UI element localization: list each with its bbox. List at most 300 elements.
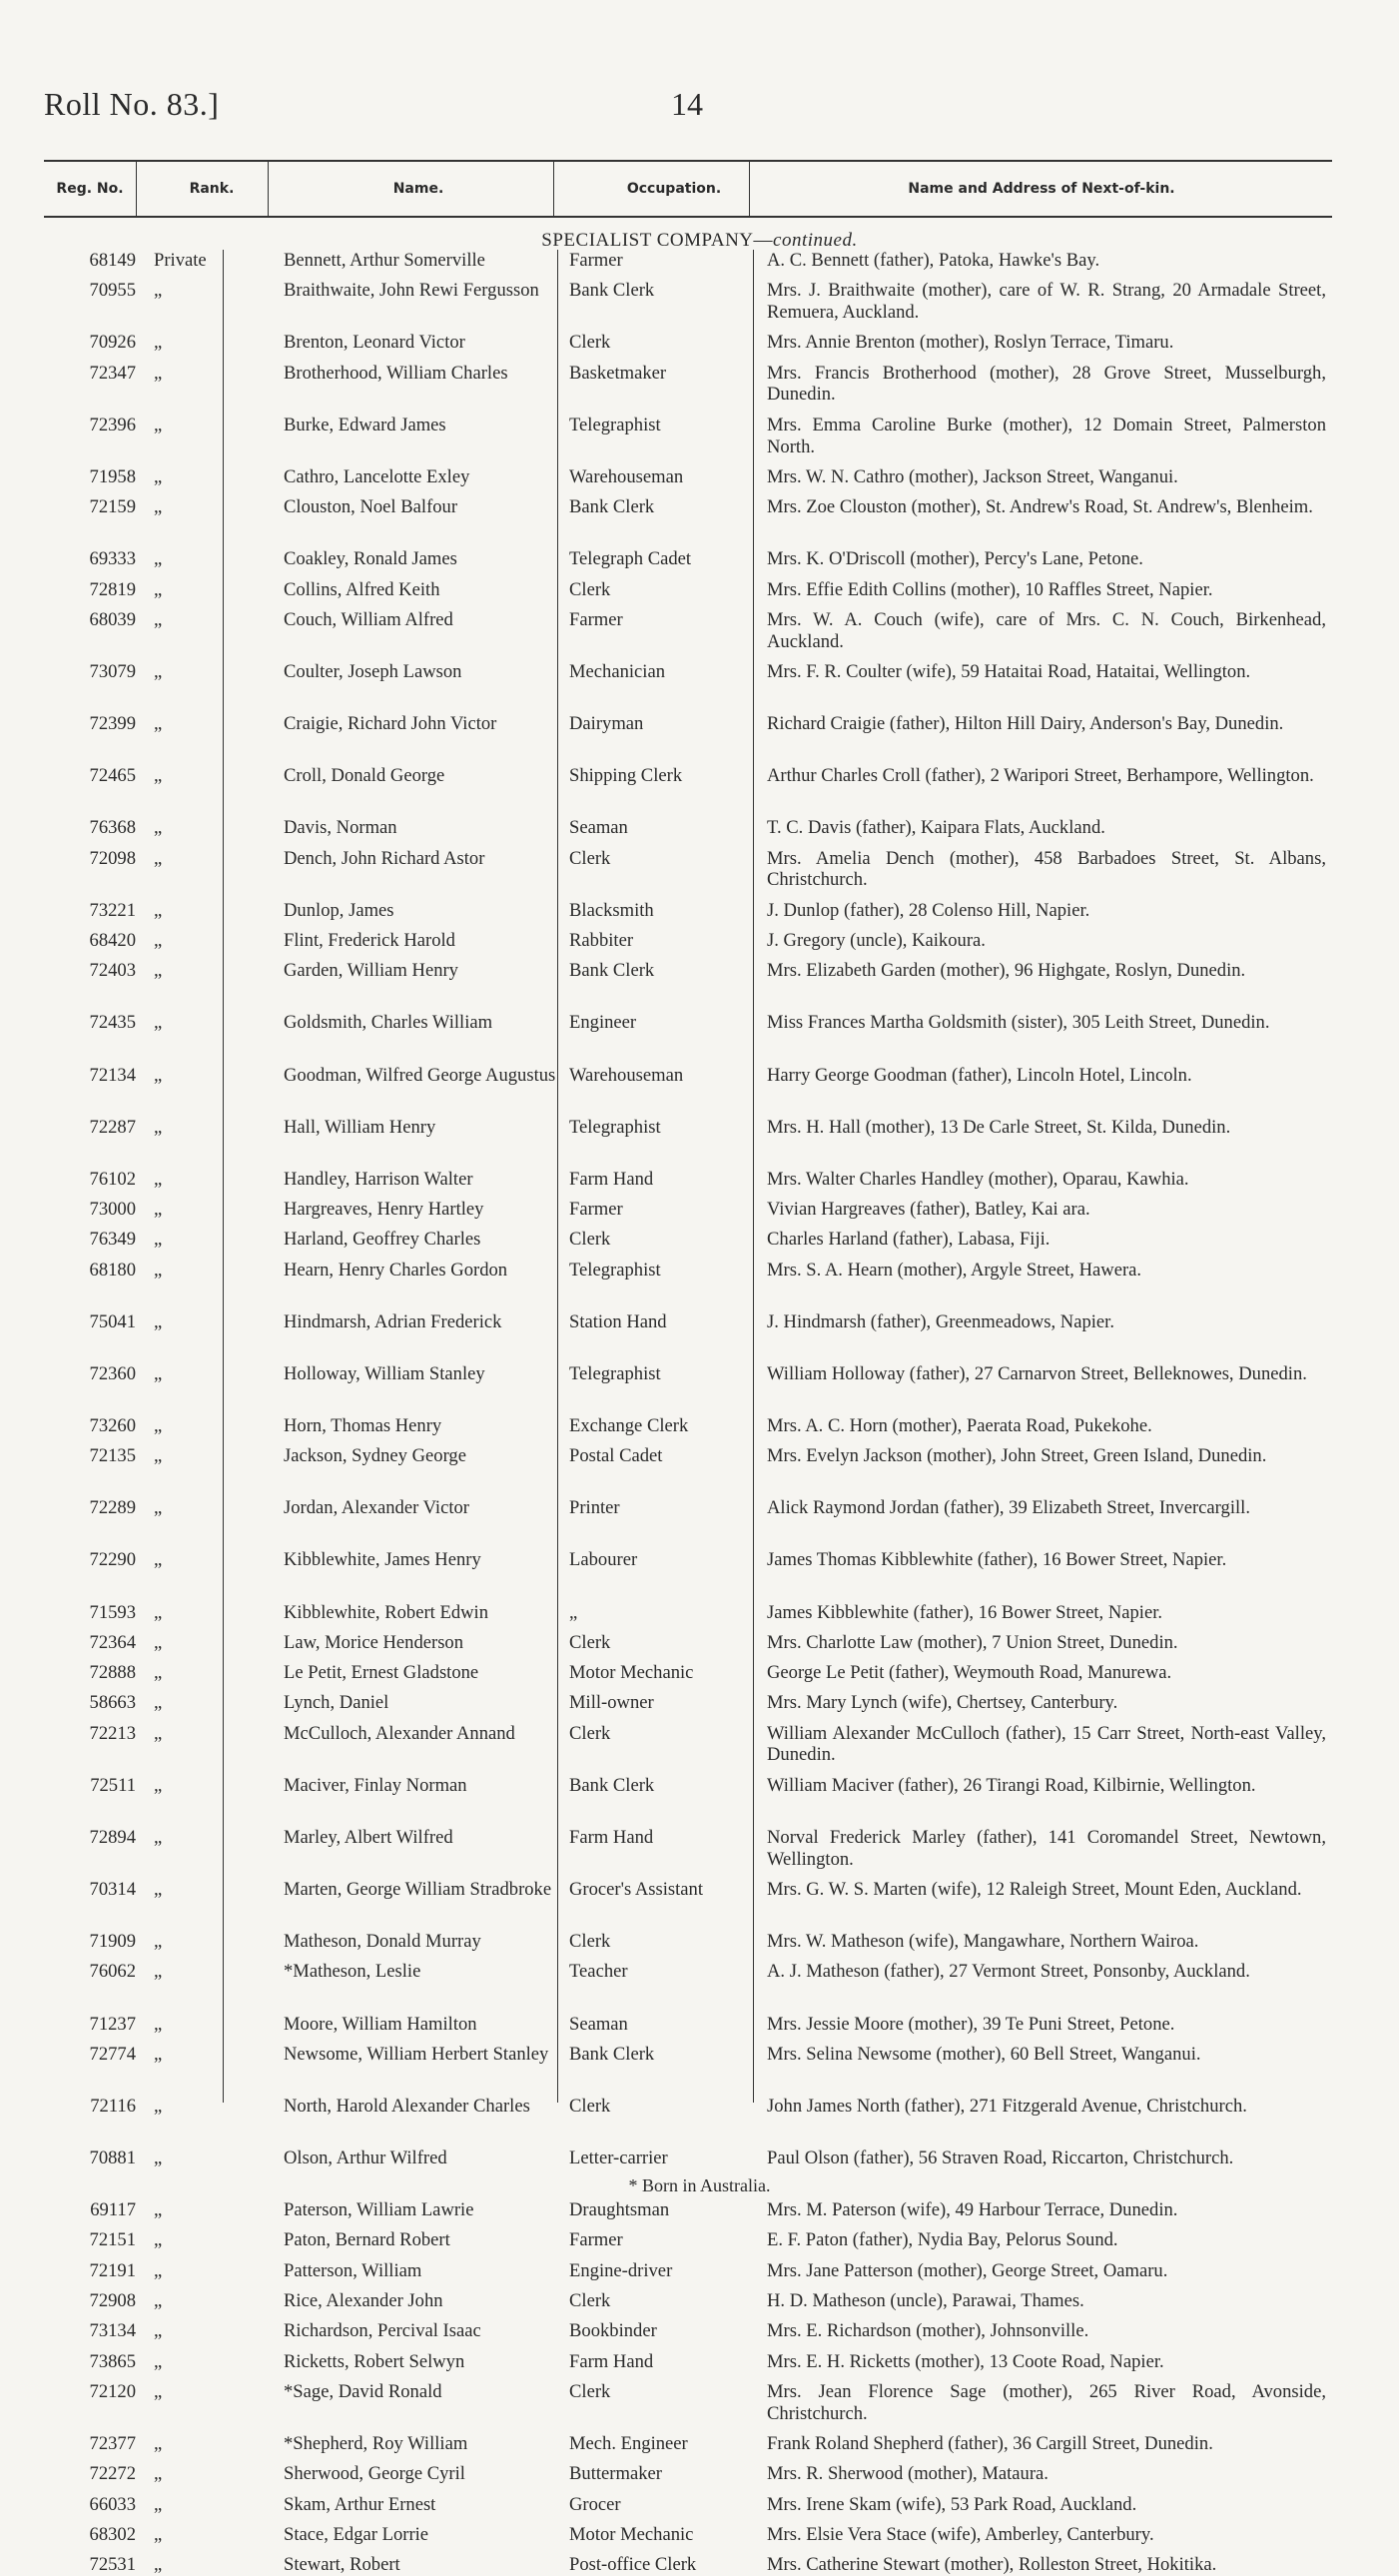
soldier-name: Jackson, Sydney George: [284, 1445, 466, 1467]
rank: „: [154, 2199, 163, 2221]
next-of-kin: Mrs. Francis Brotherhood (mother), 28 Grove Street, Musselburgh, Dunedin.: [767, 362, 1326, 406]
rank: „: [154, 713, 163, 735]
rank: „: [154, 2523, 163, 2545]
soldier-name: Moore, William Hamilton: [284, 2013, 477, 2035]
reg-number: 72287: [89, 1116, 136, 1138]
next-of-kin: Mrs. W. Matheson (wife), Mangawhare, Northern Wairoa.: [767, 1931, 1199, 1953]
soldier-name: Sherwood, George Cyril: [284, 2463, 465, 2485]
reg-number: 71958: [89, 465, 136, 487]
soldier-name: Braithwaite, John Rewi Fergusson: [284, 280, 539, 302]
reg-number: 72290: [89, 1549, 136, 1571]
occupation: Station Hand: [569, 1310, 667, 1332]
occupation: Warehouseman: [569, 1064, 684, 1086]
soldier-name: Couch, William Alfred: [284, 608, 453, 630]
reg-number: 72819: [89, 578, 136, 600]
occupation: Clerk: [569, 2290, 611, 2311]
table-row: [44, 2351, 1342, 2373]
rank: „: [154, 1774, 163, 1796]
table-row: [44, 2096, 1342, 2140]
occupation: Clerk: [569, 578, 611, 600]
table-row: [44, 2199, 1342, 2221]
next-of-kin: A. J. Matheson (father), 27 Vermont Street, Ponsonby, Auckland.: [767, 1961, 1250, 1983]
occupation: Shipping Clerk: [569, 765, 683, 787]
table-row: [44, 1931, 1342, 1953]
soldier-name: Maciver, Finlay Norman: [284, 1774, 467, 1796]
rank: „: [154, 280, 163, 302]
occupation: Labourer: [569, 1549, 638, 1571]
rank: „: [154, 1879, 163, 1900]
col-reg-header: Reg. No.: [56, 181, 124, 197]
reg-number: 72151: [89, 2229, 136, 2251]
soldier-name: Dunlop, James: [284, 899, 394, 921]
table-row: [44, 900, 1342, 922]
soldier-name: Olson, Arthur Wilfred: [284, 2147, 447, 2168]
next-of-kin: Mrs. Elizabeth Garden (mother), 96 Highgate, Roslyn, Dunedin.: [767, 960, 1246, 982]
reg-number: 72191: [89, 2259, 136, 2281]
soldier-name: Matheson, Donald Murray: [284, 1931, 481, 1953]
reg-number: 68302: [89, 2523, 136, 2545]
occupation: Telegraphist: [569, 414, 661, 435]
table-row: [44, 1723, 1342, 1767]
rank: „: [154, 1631, 163, 1653]
table-row: [44, 1775, 1342, 1819]
soldier-name: Collins, Alfred Keith: [284, 578, 440, 600]
reg-number: 71237: [89, 2013, 136, 2035]
table-row: [44, 332, 1342, 354]
col-nok-header: Name and Address of Next-of-kin.: [749, 162, 1333, 216]
reg-number: 76102: [89, 1168, 136, 1190]
table-row: [44, 2320, 1342, 2342]
soldier-name: Horn, Thomas Henry: [284, 1414, 442, 1436]
table-row: [44, 1229, 1342, 1251]
occupation: Teacher: [569, 1961, 628, 1983]
rank: „: [154, 1199, 163, 1220]
next-of-kin: Richard Craigie (father), Hilton Hill Dairy, Anderson's Bay, Dunedin.: [767, 713, 1284, 735]
next-of-kin: Mrs. Jean Florence Sage (mother), 265 River Road, Avonside, Christchurch.: [767, 2380, 1326, 2424]
reg-number: 72908: [89, 2290, 136, 2311]
next-of-kin: Alick Raymond Jordan (father), 39 Elizabeth Street, Invercargill.: [767, 1497, 1250, 1519]
rank: „: [154, 2493, 163, 2515]
next-of-kin: Mrs. A. C. Horn (mother), Paerata Road, Pukekohe.: [767, 1414, 1152, 1436]
roll-number: Roll No. 83.]: [44, 86, 220, 122]
soldier-name: Bennett, Arthur Somerville: [284, 250, 485, 271]
rank: „: [154, 1692, 163, 1714]
next-of-kin: Miss Frances Martha Goldsmith (sister), 305 Leith Street, Dunedin.: [767, 1012, 1270, 1034]
next-of-kin: Mrs. J. Braithwaite (mother), care of W. R. Strang, 20 Armadale Street, Remuera, Auckland.: [767, 280, 1326, 324]
column-headers: [44, 160, 1332, 218]
table-row: [44, 1199, 1342, 1221]
next-of-kin: Norval Frederick Marley (father), 141 Coromandel Street, Newtown, Wellington.: [767, 1826, 1326, 1870]
rank: „: [154, 847, 163, 869]
reg-number: 72511: [90, 1774, 136, 1796]
soldier-name: Skam, Arthur Ernest: [284, 2493, 436, 2515]
rank: „: [154, 2043, 163, 2065]
soldier-name: Craigie, Richard John Victor: [284, 713, 497, 735]
rank: „: [154, 1012, 163, 1034]
soldier-name: Cathro, Lancelotte Exley: [284, 465, 470, 487]
table-row: [44, 1602, 1342, 1624]
rank: „: [154, 2350, 163, 2372]
next-of-kin: Mrs. M. Paterson (wife), 49 Harbour Terrace, Dunedin.: [767, 2199, 1178, 2221]
reg-number: 72347: [89, 362, 136, 384]
table-row: [44, 2381, 1342, 2425]
occupation: Clerk: [569, 1631, 611, 1653]
occupation: Farm Hand: [569, 1826, 654, 1848]
soldier-name: *Shepherd, Roy William: [284, 2433, 468, 2454]
occupation: Seaman: [569, 817, 628, 839]
table-row: [44, 848, 1342, 892]
table-row: [44, 1632, 1342, 1654]
reg-number: 73221: [89, 899, 136, 921]
col-occupation-header: Occupation.: [553, 162, 794, 216]
next-of-kin: Mrs. Jane Patterson (mother), George Street, Oamaru.: [767, 2259, 1168, 2281]
page-number: 14: [671, 86, 703, 122]
rank: „: [154, 1116, 163, 1138]
next-of-kin: Harry George Goodman (father), Lincoln Hotel, Lincoln.: [767, 1064, 1192, 1086]
occupation: Blacksmith: [569, 899, 654, 921]
reg-number: 76062: [89, 1961, 136, 1983]
next-of-kin: E. F. Paton (father), Nydia Bay, Pelorus Sound.: [767, 2229, 1118, 2251]
soldier-name: Clouston, Noel Balfour: [284, 496, 458, 518]
rank: „: [154, 2380, 163, 2402]
table-row: [44, 1415, 1342, 1437]
occupation: Clerk: [569, 1931, 611, 1953]
next-of-kin: William Holloway (father), 27 Carnarvon Street, Belleknowes, Dunedin.: [767, 1362, 1307, 1384]
rank: „: [154, 1064, 163, 1086]
reg-number: 73000: [89, 1199, 136, 1220]
occupation: Bookbinder: [569, 2320, 657, 2342]
soldier-name: Hall, William Henry: [284, 1116, 436, 1138]
col-rank-header: Rank.: [136, 162, 287, 216]
reg-number: 70314: [89, 1879, 136, 1900]
occupation: Basketmaker: [569, 362, 667, 384]
rank: „: [154, 1310, 163, 1332]
rank: Private: [154, 250, 207, 271]
next-of-kin: A. C. Bennett (father), Patoka, Hawke's Bay.: [767, 250, 1100, 271]
next-of-kin: Mrs. Selina Newsome (mother), 60 Bell Street, Wanganui.: [767, 2043, 1201, 2065]
table-row: [44, 661, 1342, 705]
soldier-name: Coulter, Joseph Lawson: [284, 661, 462, 682]
table-row: [44, 579, 1342, 601]
rank: „: [154, 2095, 163, 2117]
rank: „: [154, 2259, 163, 2281]
table-row: [44, 713, 1342, 757]
reg-number: 72213: [89, 1722, 136, 1744]
next-of-kin: Mrs. R. Sherwood (mother), Mataura.: [767, 2463, 1049, 2485]
next-of-kin: Mrs. E. Richardson (mother), Johnsonville.: [767, 2320, 1089, 2342]
reg-number: 66033: [89, 2493, 136, 2515]
soldier-name: Flint, Frederick Harold: [284, 930, 455, 951]
table-row: [44, 2433, 1342, 2455]
reg-number: 72289: [89, 1497, 136, 1519]
footnote: * Born in Australia.: [628, 2175, 771, 2195]
next-of-kin: Mrs. K. O'Driscoll (mother), Percy's Lane, Petone.: [767, 548, 1143, 570]
table-row: [44, 1169, 1342, 1191]
soldier-name: Kibblewhite, James Henry: [284, 1549, 481, 1571]
reg-number: 72116: [90, 2095, 136, 2117]
occupation: Grocer: [569, 2493, 621, 2515]
next-of-kin: Mrs. Elsie Vera Stace (wife), Amberley, Canterbury.: [767, 2523, 1154, 2545]
rank: „: [154, 2013, 163, 2035]
occupation: Farm Hand: [569, 2350, 654, 2372]
rank: „: [154, 2147, 163, 2168]
table-row: [44, 2229, 1342, 2251]
soldier-name: Handley, Harrison Walter: [284, 1168, 473, 1190]
soldier-name: Rice, Alexander John: [284, 2290, 443, 2311]
reg-number: 72135: [89, 1445, 136, 1467]
reg-number: 73260: [89, 1414, 136, 1436]
soldier-name: Marten, George William Stradbroke: [284, 1879, 552, 1900]
next-of-kin: Charles Harland (father), Labasa, Fiji.: [767, 1229, 1050, 1251]
rank: „: [154, 1445, 163, 1467]
rank: „: [154, 465, 163, 487]
occupation: Clerk: [569, 1229, 611, 1251]
table-row: [44, 496, 1342, 540]
reg-number: 71593: [89, 1601, 136, 1623]
soldier-name: *Matheson, Leslie: [284, 1961, 421, 1983]
table-row: [44, 1117, 1342, 1161]
rank: „: [154, 2433, 163, 2454]
next-of-kin: Mrs. Effie Edith Collins (mother), 10 Raffles Street, Napier.: [767, 578, 1213, 600]
rank: „: [154, 661, 163, 682]
reg-number: 72364: [89, 1631, 136, 1653]
rank: „: [154, 578, 163, 600]
soldier-name: Burke, Edward James: [284, 414, 446, 435]
soldier-name: Ricketts, Robert Selwyn: [284, 2350, 465, 2372]
soldier-name: Le Petit, Ernest Gladstone: [284, 1662, 479, 1684]
reg-number: 72360: [89, 1362, 136, 1384]
table-row: [44, 2463, 1342, 2485]
soldier-name: *Sage, David Ronald: [284, 2380, 442, 2402]
reg-number: 72159: [89, 496, 136, 518]
section-title: [0, 230, 1399, 252]
reg-number: 58663: [89, 1692, 136, 1714]
rank: „: [154, 414, 163, 435]
next-of-kin: Mrs. Amelia Dench (mother), 458 Barbadoes Street, St. Albans, Christchurch.: [767, 847, 1326, 891]
section-title-text: SPECIALIST COMPANY—: [541, 230, 774, 251]
table-row: [44, 960, 1342, 1004]
table-row: [44, 609, 1342, 653]
rank: „: [154, 1722, 163, 1744]
occupation: Motor Mechanic: [569, 1662, 694, 1684]
table-row: [44, 2524, 1342, 2546]
soldier-name: McCulloch, Alexander Annand: [284, 1722, 515, 1744]
rank: „: [154, 2554, 163, 2576]
soldier-name: Marley, Albert Wilfred: [284, 1826, 453, 1848]
soldier-name: Kibblewhite, Robert Edwin: [284, 1601, 489, 1623]
soldier-name: Holloway, William Stanley: [284, 1362, 485, 1384]
next-of-kin: Mrs. S. A. Hearn (mother), Argyle Street, Hawera.: [767, 1259, 1142, 1281]
reg-number: 72120: [89, 2380, 136, 2402]
next-of-kin: Mrs. W. N. Cathro (mother), Jackson Street, Wanganui.: [767, 465, 1178, 487]
reg-number: 71909: [89, 1931, 136, 1953]
reg-number: 72396: [89, 414, 136, 435]
occupation: Clerk: [569, 2095, 611, 2117]
occupation: Farmer: [569, 608, 623, 630]
next-of-kin: Mrs. Catherine Stewart (mother), Rolleston Street, Hokitika.: [767, 2554, 1217, 2576]
soldier-name: Davis, Norman: [284, 817, 397, 839]
reg-number: 70881: [89, 2147, 136, 2168]
table-row: [44, 765, 1342, 809]
reg-number: 73865: [89, 2350, 136, 2372]
next-of-kin: Mrs. Jessie Moore (mother), 39 Te Puni Street, Petone.: [767, 2013, 1175, 2035]
table-row: [44, 2014, 1342, 2036]
next-of-kin: Mrs. H. Hall (mother), 13 De Carle Street, St. Kilda, Dunedin.: [767, 1116, 1231, 1138]
reg-number: 72377: [89, 2433, 136, 2454]
rank: „: [154, 817, 163, 839]
occupation: Farmer: [569, 1199, 623, 1220]
next-of-kin: John James North (father), 271 Fitzgerald Avenue, Christchurch.: [767, 2095, 1247, 2117]
reg-number: 76349: [89, 1229, 136, 1251]
rank: „: [154, 1961, 163, 1983]
reg-number: 72894: [89, 1826, 136, 1848]
occupation: Dairyman: [569, 713, 644, 735]
soldier-name: Paton, Bernard Robert: [284, 2229, 450, 2251]
soldier-name: Garden, William Henry: [284, 960, 458, 982]
reg-number: 72098: [89, 847, 136, 869]
soldier-name: Paterson, William Lawrie: [284, 2199, 474, 2221]
table-row: [44, 1549, 1342, 1593]
reg-number: 72774: [89, 2043, 136, 2065]
rank: „: [154, 960, 163, 982]
occupation: Motor Mechanic: [569, 2523, 694, 2545]
occupation: Letter-carrier: [569, 2147, 668, 2168]
occupation: Telegraphist: [569, 1116, 661, 1138]
next-of-kin: J. Dunlop (father), 28 Colenso Hill, Napier.: [767, 899, 1090, 921]
occupation: Printer: [569, 1497, 620, 1519]
occupation: Draughtsman: [569, 2199, 670, 2221]
occupation: Bank Clerk: [569, 960, 655, 982]
occupation: Mechanician: [569, 661, 666, 682]
rank: „: [154, 2229, 163, 2251]
table-row: [44, 1260, 1342, 1303]
soldier-name: Goldsmith, Charles William: [284, 1012, 493, 1034]
next-of-kin: H. D. Matheson (uncle), Parawai, Thames.: [767, 2290, 1084, 2311]
reg-number: 72399: [89, 713, 136, 735]
next-of-kin: Arthur Charles Croll (father), 2 Waripori Street, Berhampore, Wellington.: [767, 765, 1314, 787]
table-row: [44, 930, 1342, 952]
soldier-name: North, Harold Alexander Charles: [284, 2095, 530, 2117]
table-row: [44, 250, 1342, 272]
occupation: Bank Clerk: [569, 2043, 655, 2065]
next-of-kin: Mrs. Evelyn Jackson (mother), John Street, Green Island, Dunedin.: [767, 1445, 1267, 1467]
occupation: Rabbiter: [569, 930, 634, 951]
occupation: Seaman: [569, 2013, 628, 2035]
next-of-kin: Paul Olson (father), 56 Straven Road, Riccarton, Christchurch.: [767, 2147, 1234, 2168]
rank: „: [154, 1168, 163, 1190]
occupation: Farm Hand: [569, 1168, 654, 1190]
table-row: [44, 1065, 1342, 1109]
soldier-name: Stace, Edgar Lorrie: [284, 2523, 429, 2545]
col-name-header: Name.: [268, 162, 568, 216]
reg-number: 73134: [89, 2320, 136, 2342]
rank: „: [154, 362, 163, 384]
reg-number: 68149: [89, 250, 136, 271]
rank: „: [154, 899, 163, 921]
next-of-kin: George Le Petit (father), Weymouth Road, Manurewa.: [767, 1662, 1172, 1684]
occupation: Engine-driver: [569, 2259, 673, 2281]
table-row: [44, 548, 1342, 570]
reg-number: 69333: [89, 548, 136, 570]
soldier-name: Richardson, Percival Isaac: [284, 2320, 481, 2342]
table-row: [44, 2260, 1342, 2282]
next-of-kin: Mrs. Charlotte Law (mother), 7 Union Street, Dunedin.: [767, 1631, 1178, 1653]
soldier-name: Dench, John Richard Astor: [284, 847, 485, 869]
soldier-name: Jordan, Alexander Victor: [284, 1497, 469, 1519]
next-of-kin: Mrs. Irene Skam (wife), 53 Park Road, Auckland.: [767, 2493, 1137, 2515]
next-of-kin: Mrs. Annie Brenton (mother), Roslyn Terrace, Timaru.: [767, 332, 1174, 354]
reg-number: 72134: [89, 1064, 136, 1086]
reg-number: 68180: [89, 1259, 136, 1281]
rank: „: [154, 332, 163, 354]
section-title-suffix: continued.: [773, 230, 858, 251]
soldier-name: Law, Morice Henderson: [284, 1631, 464, 1653]
occupation: Clerk: [569, 332, 611, 354]
occupation: Farmer: [569, 250, 623, 271]
table-row: [44, 1497, 1342, 1541]
next-of-kin: Frank Roland Shepherd (father), 36 Cargill Street, Dunedin.: [767, 2433, 1213, 2454]
soldier-name: Brenton, Leonard Victor: [284, 332, 465, 354]
table-row: [44, 466, 1342, 488]
rank: „: [154, 2320, 163, 2342]
occupation: Telegraphist: [569, 1362, 661, 1384]
occupation: Warehouseman: [569, 465, 684, 487]
reg-number: 75041: [89, 1310, 136, 1332]
next-of-kin: Vivian Hargreaves (father), Batley, Kai ara.: [767, 1199, 1090, 1220]
occupation: Bank Clerk: [569, 280, 655, 302]
occupation: Postal Cadet: [569, 1445, 663, 1467]
reg-number: 76368: [89, 817, 136, 839]
next-of-kin: T. C. Davis (father), Kaipara Flats, Auckland.: [767, 817, 1105, 839]
next-of-kin: James Kibblewhite (father), 16 Bower Street, Napier.: [767, 1601, 1163, 1623]
rank: „: [154, 2290, 163, 2311]
occupation: Bank Clerk: [569, 1774, 655, 1796]
reg-number: 72403: [89, 960, 136, 982]
next-of-kin: James Thomas Kibblewhite (father), 16 Bower Street, Napier.: [767, 1549, 1227, 1571]
next-of-kin: William Maciver (father), 26 Tirangi Road, Kilbirnie, Wellington.: [767, 1774, 1256, 1796]
occupation: Grocer's Assistant: [569, 1879, 704, 1900]
table-row: [44, 2290, 1342, 2312]
next-of-kin: Mrs. Mary Lynch (wife), Chertsey, Canterbury.: [767, 1692, 1118, 1714]
table-row: [44, 1445, 1342, 1489]
occupation: „: [569, 1601, 578, 1623]
table-row: [44, 1692, 1342, 1714]
next-of-kin: Mrs. Walter Charles Handley (mother), Oparau, Kawhia.: [767, 1168, 1189, 1190]
rank: „: [154, 1931, 163, 1953]
occupation: Exchange Clerk: [569, 1414, 689, 1436]
soldier-name: Harland, Geoffrey Charles: [284, 1229, 481, 1251]
table-row: [44, 817, 1342, 839]
soldier-name: Patterson, William: [284, 2259, 422, 2281]
reg-number: 72531: [89, 2554, 136, 2576]
next-of-kin: J. Hindmarsh (father), Greenmeadows, Napier.: [767, 1310, 1114, 1332]
occupation: Mech. Engineer: [569, 2433, 688, 2454]
soldier-name: Hearn, Henry Charles Gordon: [284, 1259, 508, 1281]
rank: „: [154, 548, 163, 570]
table-row: [44, 1662, 1342, 1684]
table-row: [44, 2044, 1342, 2088]
table-row: [44, 1363, 1342, 1407]
reg-number: 72465: [89, 765, 136, 787]
table-row: [44, 2494, 1342, 2516]
rank: „: [154, 1362, 163, 1384]
reg-number: 69117: [90, 2199, 136, 2221]
rank: „: [154, 1662, 163, 1684]
soldier-name: Stewart, Robert: [284, 2554, 400, 2576]
next-of-kin: Mrs. E. H. Ricketts (mother), 13 Coote Road, Napier.: [767, 2350, 1164, 2372]
rank: „: [154, 1549, 163, 1571]
soldier-name: Hindmarsh, Adrian Frederick: [284, 1310, 502, 1332]
